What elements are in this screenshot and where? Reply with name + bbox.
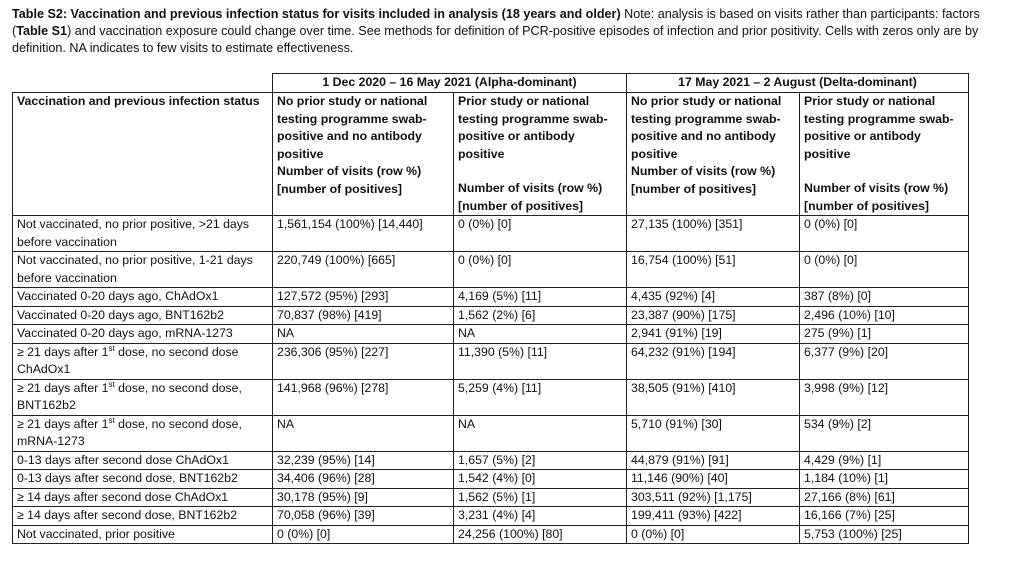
table-row: [13, 451, 969, 470]
column-header-label: No prior study or national testing programme swab-positive and no antibody positive: [631, 94, 782, 161]
row-label-part: dose, no second dose ChAdOx1: [17, 344, 239, 376]
column-header-alpha-no-prior: [273, 93, 454, 216]
table-row: [13, 288, 969, 307]
row-label-superscript: st: [108, 415, 115, 425]
measure-label: Number of visits (row %) [number of positives]: [804, 181, 949, 213]
table-cell: 4,429 (9%) [1]: [800, 451, 969, 470]
results-table: [12, 73, 969, 544]
table-cell: 0 (0%) [0]: [454, 216, 627, 252]
row-label: [13, 415, 273, 451]
row-label: 0-13 days after second dose ChAdOx1: [13, 451, 273, 470]
row-label-part: ≥ 21 days after 1: [17, 344, 109, 359]
table-cell: 0 (0%) [0]: [454, 252, 627, 288]
row-label: 0-13 days after second dose, BNT162b2: [13, 470, 273, 489]
table-cell: 2,941 (91%) [19]: [627, 325, 800, 344]
row-label-superscript: st: [108, 343, 115, 353]
table-cell: 387 (8%) [0]: [800, 288, 969, 307]
table-cell: 275 (9%) [1]: [800, 325, 969, 344]
table-row: [13, 415, 969, 451]
table-cell: 1,184 (10%) [1]: [800, 470, 969, 489]
caption-note-end: ) and vaccination exposure could change over time. See methods for definition of PCR-positive episodes of infection and prior positivity. Cells with zeros only are by definition. NA indicates to few visits to estimate effectiveness.: [12, 24, 979, 55]
table-row: [13, 488, 969, 507]
column-header-row: [13, 93, 969, 216]
table-cell: 199,411 (93%) [422]: [627, 507, 800, 526]
table-cell: 64,232 (91%) [194]: [627, 343, 800, 379]
table-row: [13, 525, 969, 544]
table-cell: 5,753 (100%) [25]: [800, 525, 969, 544]
table-cell: 3,231 (4%) [4]: [454, 507, 627, 526]
row-label: ≥ 14 days after second dose, BNT162b2: [13, 507, 273, 526]
table-row: [13, 216, 969, 252]
table-cell: 236,306 (95%) [227]: [273, 343, 454, 379]
table-cell: 1,561,154 (100%) [14,440]: [273, 216, 454, 252]
table-cell: 534 (9%) [2]: [800, 415, 969, 451]
table-cell: 70,837 (98%) [419]: [273, 306, 454, 325]
table-cell: 38,505 (91%) [410]: [627, 379, 800, 415]
table-cell: 34,406 (96%) [28]: [273, 470, 454, 489]
table-cell: 0 (0%) [0]: [273, 525, 454, 544]
row-label-superscript: st: [108, 379, 115, 389]
row-label: [13, 343, 273, 379]
table-row: [13, 470, 969, 489]
table-cell: 44,879 (91%) [91]: [627, 451, 800, 470]
row-label: ≥ 14 days after second dose ChAdOx1: [13, 488, 273, 507]
table-cell: 127,572 (95%) [293]: [273, 288, 454, 307]
table-cell: 2,496 (10%) [10]: [800, 306, 969, 325]
table-cell: 16,754 (100%) [51]: [627, 252, 800, 288]
row-label: Not vaccinated, no prior positive, >21 days before vaccination: [13, 216, 273, 252]
row-label: Vaccinated 0-20 days ago, mRNA-1273: [13, 325, 273, 344]
table-cell: 141,968 (96%) [278]: [273, 379, 454, 415]
period-header-row: [13, 74, 969, 93]
table-caption: [12, 6, 1012, 57]
column-header-label: Prior study or national testing programme swab-positive or antibody positive: [458, 94, 608, 161]
table-cell: 303,511 (92%) [1,175]: [627, 488, 800, 507]
caption-note-start: Note: analysis is based on visits rather than participants: factors (: [12, 7, 980, 38]
measure-label: Number of visits (row %) [number of positives]: [458, 181, 603, 213]
table-row: [13, 379, 969, 415]
table-cell: 1,542 (4%) [0]: [454, 470, 627, 489]
table-cell: 27,135 (100%) [351]: [627, 216, 800, 252]
caption-title: Table S2: Vaccination and previous infection status for visits included in analysis (18 years and older): [12, 7, 621, 21]
table-cell: 27,166 (8%) [61]: [800, 488, 969, 507]
table-cell: 5,259 (4%) [11]: [454, 379, 627, 415]
table-cell: 70,058 (96%) [39]: [273, 507, 454, 526]
table-cell: 1,562 (2%) [6]: [454, 306, 627, 325]
row-label: Vaccinated 0-20 days ago, ChAdOx1: [13, 288, 273, 307]
table-cell: 24,256 (100%) [80]: [454, 525, 627, 544]
table-row: [13, 325, 969, 344]
table-cell: 4,169 (5%) [11]: [454, 288, 627, 307]
table-cell: 6,377 (9%) [20]: [800, 343, 969, 379]
empty-corner-cell: [13, 74, 273, 93]
row-label: Not vaccinated, no prior positive, 1-21 days before vaccination: [13, 252, 273, 288]
table-row: [13, 252, 969, 288]
row-label-part: dose, no second dose, BNT162b2: [17, 380, 242, 412]
column-header-label: Prior study or national testing programme swab-positive or antibody positive: [804, 94, 954, 161]
period-delta-header: 17 May 2021 – 2 August (Delta-dominant): [627, 74, 969, 93]
measure-label: Number of visits (row %) [number of positives]: [277, 164, 422, 196]
table-cell: 32,239 (95%) [14]: [273, 451, 454, 470]
table-cell: 4,435 (92%) [4]: [627, 288, 800, 307]
table-cell: 1,562 (5%) [1]: [454, 488, 627, 507]
table-cell: NA: [273, 325, 454, 344]
row-header: Vaccination and previous infection status: [13, 93, 273, 216]
table-cell: 30,178 (95%) [9]: [273, 488, 454, 507]
row-label: Not vaccinated, prior positive: [13, 525, 273, 544]
table-cell: 1,657 (5%) [2]: [454, 451, 627, 470]
row-label-part: ≥ 21 days after 1: [17, 416, 109, 431]
table-cell: NA: [454, 325, 627, 344]
table-row: [13, 343, 969, 379]
table-row: [13, 306, 969, 325]
table-cell: NA: [454, 415, 627, 451]
row-label-part: ≥ 21 days after 1: [17, 380, 109, 395]
measure-label: Number of visits (row %) [number of positives]: [631, 164, 776, 196]
table-cell: 0 (0%) [0]: [800, 252, 969, 288]
row-label: Vaccinated 0-20 days ago, BNT162b2: [13, 306, 273, 325]
table-cell: 220,749 (100%) [665]: [273, 252, 454, 288]
table-cell: 16,166 (7%) [25]: [800, 507, 969, 526]
column-header-label: No prior study or national testing programme swab-positive and no antibody positive: [277, 94, 428, 161]
row-label: [13, 379, 273, 415]
column-header-delta-no-prior: [627, 93, 800, 216]
table-row: [13, 507, 969, 526]
column-header-alpha-prior: [454, 93, 627, 216]
table-cell: 11,146 (90%) [40]: [627, 470, 800, 489]
table-cell: 0 (0%) [0]: [800, 216, 969, 252]
table-cell: 11,390 (5%) [11]: [454, 343, 627, 379]
table-cell: 0 (0%) [0]: [627, 525, 800, 544]
period-alpha-header: 1 Dec 2020 – 16 May 2021 (Alpha-dominant): [273, 74, 627, 93]
table-cell: 23,387 (90%) [175]: [627, 306, 800, 325]
row-label-part: dose, no second dose, mRNA-1273: [17, 416, 242, 448]
column-header-delta-prior: [800, 93, 969, 216]
caption-table-reference: Table S1: [16, 24, 68, 38]
table-cell: NA: [273, 415, 454, 451]
table-cell: 3,998 (9%) [12]: [800, 379, 969, 415]
table-cell: 5,710 (91%) [30]: [627, 415, 800, 451]
